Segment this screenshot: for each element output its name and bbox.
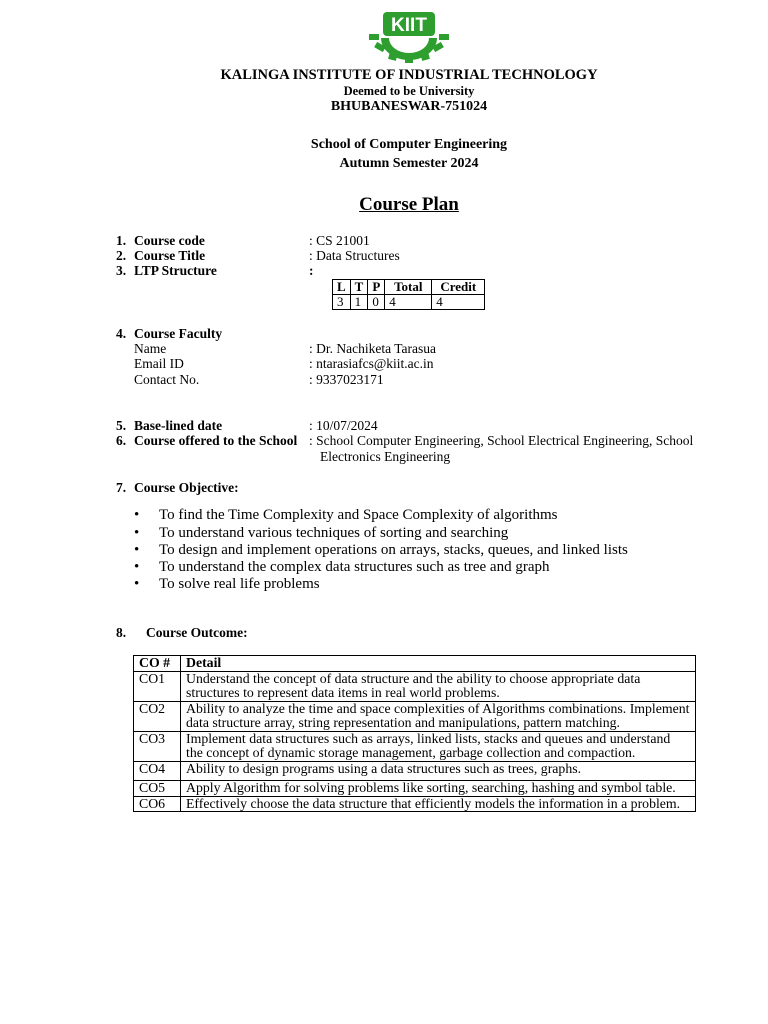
bullet: • [134,576,140,592]
ltp-label: LTP Structure [134,263,217,278]
ltp-value-cell: 4 [432,295,485,310]
school-name: School of Computer Engineering [310,137,508,152]
deemed-university: Deemed to be University [343,84,475,98]
ltp-value-cell: 3 [333,295,351,310]
table-row [134,701,696,731]
bullet: • [134,542,140,558]
outcome-detail-cell: Ability to design programs using a data structures such as trees, graphs. [181,761,696,781]
ltp-value-cell: 0 [368,295,385,310]
offered-school-value: : School Computer Engineering, School Electrical Engineering, School [309,433,694,448]
faculty-name-value: : Dr. Nachiketa Tarasua [309,341,437,356]
kiit-logo [367,8,451,64]
ltp-colon: : [309,263,314,278]
item-number-1: 1. [116,233,127,248]
outcome-detail-cell: Ability to analyze the time and space complexities of Algorithms combinations. Implement data structure array, string representation and manipulations, pattern matching. [181,701,696,731]
ltp-value-cell: 4 [385,295,432,310]
objective-item: To solve real life problems [159,576,320,592]
table-row [134,781,696,797]
semester: Autumn Semester 2024 [339,156,479,171]
item-number-6: 6. [116,433,127,448]
item-number-5: 5. [116,418,127,433]
ltp-header-cell: T [350,280,368,295]
item-number-7: 7. [116,480,127,495]
item-number-8: 8. [116,625,127,640]
course-title-label: Course Title [134,248,206,263]
institute-name: KALINGA INSTITUTE OF INDUSTRIAL TECHNOLOGY [220,67,598,83]
item-number-4: 4. [116,326,127,341]
faculty-email-label: Email ID [134,356,184,371]
ltp-header-row [333,280,485,295]
objective-item: To understand the complex data structures such as tree and graph [159,559,550,575]
faculty-name-label: Name [134,341,167,356]
institute-city: BHUBANESWAR-751024 [330,99,488,114]
course-outcome-label: Course Outcome: [146,625,248,640]
table-row [134,671,696,701]
objective-item: To understand various techniques of sorting and searching [159,525,509,541]
table-row [134,796,696,812]
outcome-co-cell: CO5 [134,781,181,797]
ltp-value-row [333,295,485,310]
faculty-label: Course Faculty [134,326,223,341]
offered-school-label: Course offered to the School [134,433,298,448]
outcome-detail-cell: Effectively choose the data structure that efficiently models the information in a problem. [181,796,696,812]
outcome-header-detail: Detail [181,656,696,672]
objective-item: To design and implement operations on arrays, stacks, queues, and linked lists [159,542,628,558]
bullet: • [134,559,140,575]
course-objective-label: Course Objective: [134,480,239,495]
table-row [134,731,696,761]
ltp-value-cell: 1 [350,295,368,310]
course-outcome-table [133,655,696,812]
ltp-table [332,279,485,310]
bullet: • [134,507,140,523]
course-code-label: Course code [134,233,205,248]
baseline-date-label: Base-lined date [134,418,223,433]
course-title-value: : Data Structures [309,248,400,263]
ltp-header-cell: Total [385,280,432,295]
ltp-header-cell: Credit [432,280,485,295]
outcome-co-cell: CO1 [134,671,181,701]
page-title: Course Plan [359,194,459,215]
baseline-date-value: : 10/07/2024 [309,418,378,433]
bullet: • [134,525,140,541]
logo-text: KIIT [391,15,427,36]
item-number-3: 3. [116,263,127,278]
outcome-header-row [134,656,696,672]
outcome-detail-cell: Implement data structures such as arrays, linked lists, stacks and queues and understand the concept of dynamic storage management, garbage collection and compaction. [181,731,696,761]
outcome-detail-cell: Apply Algorithm for solving problems like sorting, searching, hashing and symbol table. [181,781,696,797]
outcome-co-cell: CO2 [134,701,181,731]
table-row [134,761,696,781]
outcome-co-cell: CO4 [134,761,181,781]
ltp-header-cell: L [333,280,351,295]
objective-item: To find the Time Complexity and Space Complexity of algorithms [159,507,558,523]
offered-school-value-cont: Electronics Engineering [320,449,451,464]
outcome-co-cell: CO3 [134,731,181,761]
ltp-header-cell: P [368,280,385,295]
faculty-contact-label: Contact No. [134,372,200,387]
item-number-2: 2. [116,248,127,263]
outcome-header-co: CO # [134,656,181,672]
course-code-value: : CS 21001 [309,233,370,248]
outcome-co-cell: CO6 [134,796,181,812]
faculty-email-value: : ntarasiafcs@kiit.ac.in [309,356,434,371]
faculty-contact-value: : 9337023171 [309,372,384,387]
outcome-detail-cell: Understand the concept of data structure and the ability to choose appropriate data structures to represent data items in real world problems. [181,671,696,701]
